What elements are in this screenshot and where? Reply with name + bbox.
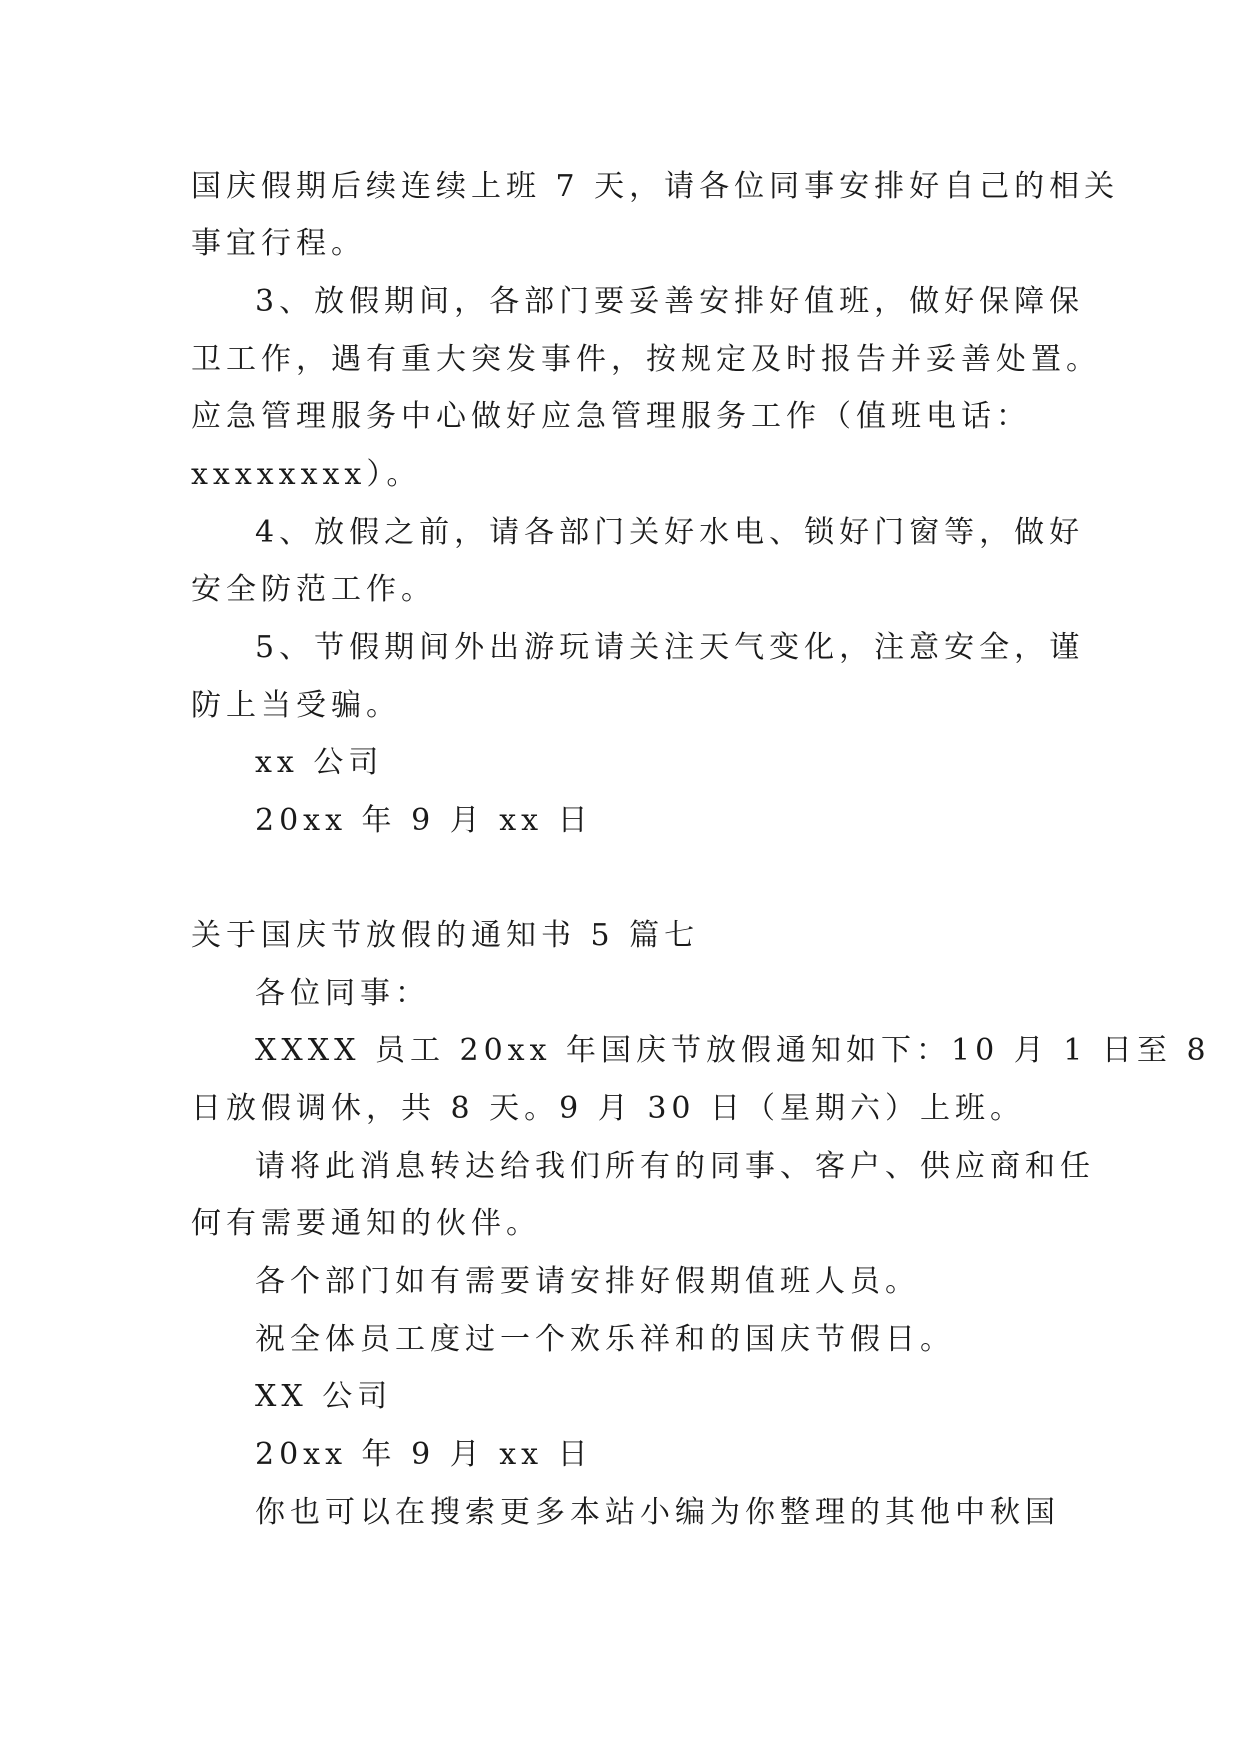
forward-paragraph: 请将此消息转达给我们所有的同事、客户、供应商和任 [255, 1149, 1095, 1184]
closing-paragraph: 你也可以在搜索更多本站小编为你整理的其他中秋国 [255, 1495, 1060, 1530]
list-item-3: 3、放假期间，各部门要妥善安排好值班，做好保障保 [255, 284, 1085, 319]
signature-date: 20xx 年 9 月 xx 日 [255, 803, 593, 838]
signature-date: 20xx 年 9 月 xx 日 [255, 1437, 593, 1472]
duty-paragraph: 各个部门如有需要请安排好假期值班人员。 [255, 1264, 920, 1299]
list-item-5: 5、节假期间外出游玩请关注天气变化，注意安全，谨 [255, 630, 1085, 665]
paragraph-line: 应急管理服务中心做好应急管理服务工作（值班电话： [191, 399, 1031, 434]
paragraph-line: xxxxxxxx）。 [191, 457, 422, 492]
section-heading: 关于国庆节放假的通知书 5 篇七 [191, 918, 700, 953]
paragraph-line: 安全防范工作。 [191, 572, 436, 607]
paragraph-line: 防上当受骗。 [191, 688, 401, 723]
company-signature: XX 公司 [255, 1379, 393, 1414]
notice-paragraph: XXXX 员工 20xx 年国庆节放假通知如下：10 月 1 日至 8 [255, 1033, 1211, 1068]
paragraph-line: 日放假调休，共 8 天。9 月 30 日（星期六）上班。 [191, 1091, 1026, 1126]
greeting: 各位同事： [255, 976, 430, 1011]
paragraph-line: 事宜行程。 [191, 226, 366, 261]
wish-paragraph: 祝全体员工度过一个欢乐祥和的国庆节假日。 [255, 1322, 955, 1357]
paragraph-line: 卫工作，遇有重大突发事件，按规定及时报告并妥善处置。 [191, 342, 1101, 377]
paragraph-line: 国庆假期后续连续上班 7 天，请各位同事安排好自己的相关 [191, 169, 1120, 204]
paragraph-line: 何有需要通知的伙伴。 [191, 1206, 541, 1241]
list-item-4: 4、放假之前，请各部门关好水电、锁好门窗等，做好 [255, 515, 1085, 550]
company-signature: xx 公司 [255, 745, 384, 780]
